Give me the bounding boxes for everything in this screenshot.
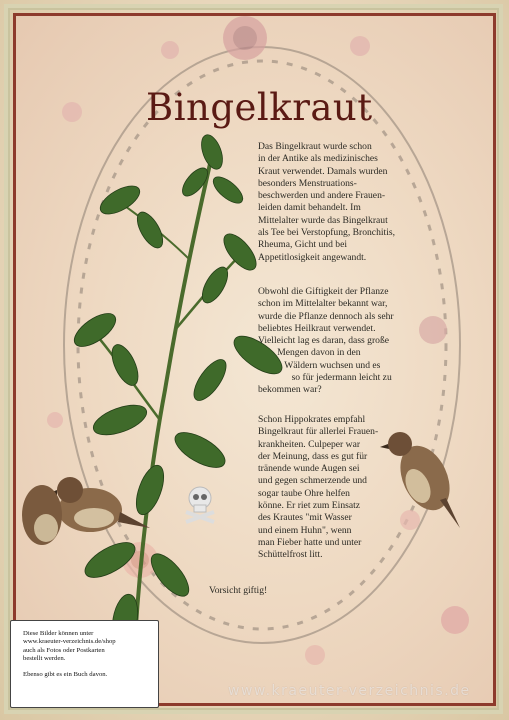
watermark: www.kraeuter-verzeichnis.de (228, 683, 471, 699)
mercury-plant-illustration (69, 132, 288, 648)
sparrow-left-partial (22, 485, 62, 545)
poison-warning: Vorsicht giftig! (209, 585, 268, 596)
paragraph-history: Das Bingelkraut wurde schon in der Antike als medizinisches Kraut verwendet. Damals wurden besonders Menstruations- beschwerden und andere Frauen- leiden damit behandelt. Im Mittelalter wurde das Bingelkraut als Tee bei Verstopfung, Bronchitis, Rheuma, Gicht und bei Appetitlosigkeit angewandt. (258, 141, 395, 263)
sparrow-left (47, 477, 150, 532)
page-title: Bingelkraut (146, 86, 373, 129)
shop-info-text: Diese Bilder können unter www.kraeuter-verzeichnis.de/shop auch als Fotos oder Postkarten bestellt werden. (23, 630, 116, 662)
paragraph-hippocrates: Schon Hippokrates empfahl Bingelkraut für allerlei Frauen- krankheiten. Culpeper war der Meinung, dass es gut für tränende wunde Augen sei und gegen schmerzende und sogar taube Ohre helfen könne. Er riet zum Einsatz des Krautes "mit Wasser und einem Huhn", wenn man Fieber hatte und unter Schüttelfrost litt. (258, 414, 379, 561)
book-info-text: Ebenso gibt es ein Buch davon. (23, 671, 108, 679)
paragraph-toxicity: Obwohl die Giftigkeit der Pflanze schon im Mittelalter bekannt war, wurde die Pflanze dennoch als sehr beliebtes Heilkraut verwendet. Vielleicht lag es daran, dass große Mengen davon in den Wäldern wuchsen und es so für jedermann leicht zu bekommen war? (258, 286, 394, 396)
shop-info-box (10, 620, 159, 708)
skull-crossbones-icon (182, 484, 218, 524)
